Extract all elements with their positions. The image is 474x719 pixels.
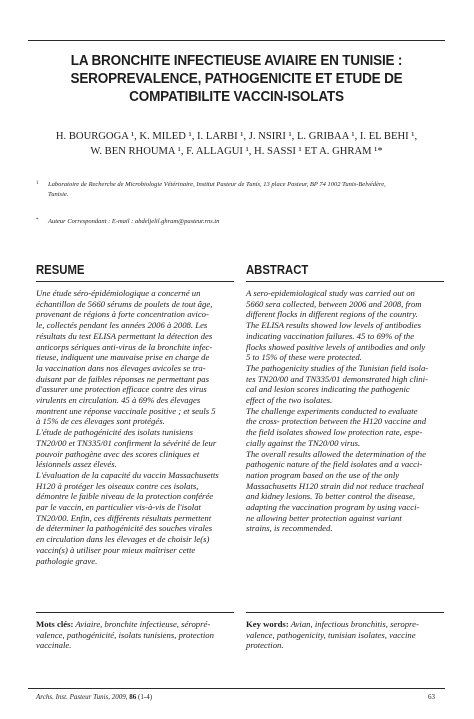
text-line: the field isolates showed low protection rate, espe- (246, 427, 423, 438)
text-line: TN20/00. Enfin, ces différents résultats permettent (36, 512, 212, 523)
author-list (28, 129, 445, 159)
resume-column (36, 262, 234, 566)
page-number: 63 (428, 693, 435, 701)
text-line: échantillon de 5660 sérums de poulets de tout âge, (36, 298, 213, 309)
paper-title (41, 52, 433, 106)
journal-issue: (1-4) (136, 693, 153, 701)
text-line: L'étude de pathogénicité des isolats tunisiens (36, 427, 194, 438)
text-line: Une étude séro-épidémiologique a concerné un (36, 288, 201, 298)
text-line: 5 to 15% of these were protected. (246, 352, 362, 363)
author-line: W. BEN RHOUMA ¹, F. ALLAGUI ¹, H. SASSI ¹ ET A. GHRAM ¹* (90, 146, 383, 157)
text-line: résultats du test ELISA permettant la détection des (36, 330, 213, 341)
text-line: le, collectés pendant les années 2006 à 2008. Les (36, 320, 208, 331)
text-line: The challenge experiments conducted to evaluate (246, 405, 418, 416)
text-line: different flocks in different regions of the country. (246, 309, 418, 320)
journal-citation (36, 692, 152, 702)
text-line: à 15% de ces élevages sont protégés. (36, 416, 165, 427)
resume-heading: RESUME (36, 263, 85, 277)
keywords-text: Aviaire, bronchite infectieuse, séropré- (73, 619, 211, 629)
text-line: ne allowing better protection against variant (246, 512, 402, 523)
text-line: anticorps sériques anti-virus de la bronchite infec- (36, 341, 213, 352)
text-line: pathologie grave. (36, 555, 98, 566)
key-words-block (246, 619, 444, 651)
text-line: The ELISA results showed low levels of antibodies (246, 320, 421, 331)
journal-name: Archs. Inst. Pasteur Tunis, (36, 693, 111, 701)
affiliation-mark: * (36, 218, 39, 223)
text-line: strains, is recommended. (246, 523, 333, 534)
section-rule (36, 281, 234, 282)
text-line: tieuse, indiquent une mauvaise prise en charge de (36, 352, 210, 363)
keywords-rule (36, 612, 234, 613)
text-line: tes TN20/00 and TN335/01 demonstrated high clini- (246, 373, 428, 384)
text-line: virulents en circulation. 45 à 69% des élevages (36, 395, 201, 406)
text-line: the cross- protection between the H120 vaccine and (246, 416, 427, 427)
text-line: pathogenic nature of the field isolates and a vacci- (246, 459, 423, 470)
keywords-line (246, 619, 444, 630)
text-line: effect of the two isolates. (246, 395, 333, 406)
keywords-line: valence, pathogenicity, tunisian isolates, vaccine (246, 629, 416, 640)
text-line: adapting the vaccination program by using vacci- (246, 502, 420, 513)
keywords-line: valence, pathogénicité, isolats tunisiens, protection (36, 629, 214, 640)
top-rule (28, 40, 445, 41)
corresponding-email: Auteur Correspondant : E-mail : abdeljelil.ghram@pasteur.rns.tn (48, 218, 220, 225)
abstract-heading: ABSTRACT (246, 263, 309, 277)
title-line: COMPATIBILITE VACCIN-ISOLATS (129, 89, 344, 105)
text-line: pouvoir pathogène avec des scores cliniques et (36, 448, 200, 459)
text-line: cially against the TN20/00 virus. (246, 437, 361, 448)
title-line: SEROPREVALENCE, PATHOGENICITE ET ETUDE DE (70, 71, 403, 87)
text-line: and kidney lesions. To better control the disease, (246, 491, 415, 502)
bottom-rule (28, 688, 445, 689)
text-line: The overall results allowed the determination of the (246, 448, 426, 459)
affiliation-1 (36, 180, 446, 200)
affiliation-line: Tunisie. (48, 191, 69, 198)
text-line: indicating vaccination failures. 45 to 69% of the (246, 330, 415, 341)
keywords-rule (246, 612, 444, 613)
title-line: LA BRONCHITE INFECTIEUSE AVIAIRE EN TUNISIE : (70, 53, 403, 69)
text-line: Massachusetts H120 strain did not reduce tracheal (246, 480, 424, 491)
text-line: A sero-epidemiological study was carried out on (246, 288, 415, 298)
journal-year: 2009, (110, 693, 128, 701)
affiliation-mark: 1 (36, 181, 39, 186)
text-line: montrent une réponse vaccinale positive ; et seuls 5 (36, 405, 216, 416)
text-line: de déterminer la pathogénicité des souches virales (36, 523, 213, 534)
text-line: The pathogenicity studies of the Tunisian field isola- (246, 362, 429, 373)
text-line: la vaccination dans nos élevages avicoles se tra- (36, 362, 206, 373)
text-line: L'évaluation de la capacité du vaccin Massachusetts (36, 469, 219, 480)
text-line: démontre le faible niveau de la protection conférée (36, 491, 214, 502)
corresponding-author (36, 217, 446, 227)
text-line: en circulation dans les élevages et de choisir le(s) (36, 534, 210, 545)
resume-body (36, 288, 234, 566)
text-line: nation program based on the use of the only (246, 469, 400, 480)
keywords-line (36, 619, 234, 630)
keywords-line: protection. (246, 640, 284, 651)
text-line: duisant par de faibles réponses ne permettant pas (36, 373, 210, 384)
text-line: 5660 sera collected, between 2006 and 2008, from (246, 298, 422, 309)
mots-cles-block (36, 619, 234, 651)
text-line: vaccin(s) à utiliser pour mieux maîtriser cette (36, 544, 196, 555)
author-line: H. BOURGOGA ¹, K. MILED ¹, I. LARBI ¹, J. NSIRI ¹, L. GRIBAA ¹, I. EL BEHI ¹, (55, 131, 418, 142)
abstract-column (246, 262, 444, 534)
text-line: provenant de régions à forte concentration avico- (36, 309, 209, 320)
text-line: par le vaccin, en particulier vis-à-vis de l'isolat (36, 502, 201, 513)
keywords-text: Avian, infectious bronchitis, seropre- (288, 619, 419, 629)
text-line: d'assurer une protection efficace contre des virus (36, 384, 207, 395)
section-rule (246, 281, 444, 282)
keywords-line: vaccinale. (36, 640, 72, 651)
abstract-body (246, 288, 444, 534)
text-line: cal and lesion scores indicating the pathogenic (246, 384, 410, 395)
text-line: TN20/00 et TN335/01 confirment la sévérité de leur (36, 437, 217, 448)
key-words-label: Key words: (246, 619, 289, 629)
mots-cles-label: Mots clés: (36, 619, 74, 629)
text-line: H120 à protéger les oiseaux contre ces isolats, (36, 480, 199, 491)
text-line: lésionnels assez élevés. (36, 459, 117, 470)
text-line: flocks showed positive levels of antibodies and only (246, 341, 426, 352)
journal-volume: 86 (127, 693, 137, 701)
affiliation-line: Laboratoire de Recherche de Microbiologie Vétérinaire, Institut Pasteur de Tunis, 13 place Pasteur, BP 74 1002 Tunis-Belvédère, (48, 181, 386, 188)
